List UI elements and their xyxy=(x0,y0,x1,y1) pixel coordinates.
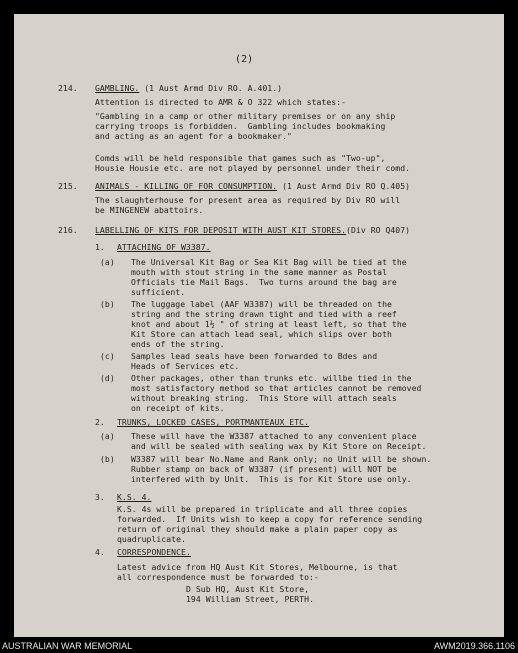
item-1b-line: string and the string drawn tight and tied with a reef xyxy=(131,309,397,319)
para-214-ref: (1 Aust Armd Div RO. A.401.) xyxy=(139,83,283,93)
item-2b-line: interfered with by Unit. This is for Kit Store use only. xyxy=(131,474,412,484)
sub-3-number: 3. xyxy=(95,492,105,502)
item-1a-line: Officials tie Mail Bags. Two turns around the bag are xyxy=(131,277,397,287)
item-2a-line: These will have the W3387 attached to any convenient place xyxy=(131,431,417,441)
item-1b-line: knot and about 1½ " of string at least left, so that the xyxy=(131,319,407,329)
para-216-title xyxy=(95,225,410,235)
address-line: 194 William Street, PERTH. xyxy=(186,594,314,604)
sub-4-heading: CORRESPONDENCE. xyxy=(117,547,191,557)
para-214-intro: Attention is directed to AMR & O 322 which states:- xyxy=(95,97,347,107)
sub-3-heading: K.S. 4. xyxy=(117,492,152,502)
para-215-number: 215. xyxy=(58,181,78,191)
para-215-body-line: The slaughterhouse for present area as required by Div RO will xyxy=(95,195,401,205)
para-215-title xyxy=(95,181,410,191)
sub-3-line: return of original they should make a plain paper copy as xyxy=(117,524,398,534)
item-2b-line: W3387 will bear No.Name and Rank only; no Unit will be shown. xyxy=(131,454,432,464)
item-1b-line: ends of the string. xyxy=(131,339,225,349)
item-1c-line: Samples lead seals have been forwarded to Bdes and xyxy=(131,351,378,361)
para-214-number: 214. xyxy=(58,83,78,93)
sub-2-number: 2. xyxy=(95,417,105,427)
footer-credit: AUSTRALIAN WAR MEMORIAL xyxy=(2,641,133,651)
para-216-heading: LABELLING OF KITS FOR DEPOSIT WITH AUST KIT STORES. xyxy=(95,225,347,235)
para-214-quote-line: and acting as an agent for a bookmaker." xyxy=(95,131,292,141)
sub-4-line: all correspondence must be forwarded to:- xyxy=(117,572,319,582)
para-214-body-line: Comds will be held responsible that games such as "Two-up", xyxy=(95,153,386,163)
document-page xyxy=(14,14,504,637)
item-2b-letter: (b) xyxy=(100,454,115,464)
item-1d-line: without breaking string. This Store will attach seals xyxy=(131,393,397,403)
para-214-quote-line: carrying troops is forbidden. Gambling includes bookmaking xyxy=(95,121,386,131)
item-1d-line: Other packages, other than trunks etc. willbe tied in the xyxy=(131,373,412,383)
item-1d-line: most satisfactory method so that articles cannot be removed xyxy=(131,383,422,393)
item-2b-line: Rubber stamp on back of W3387 (if present) will NOT be xyxy=(131,464,397,474)
item-1a-line: The Universal Kit Bag or Sea Kit Bag will be tied at the xyxy=(131,257,407,267)
item-1a-line: sufficient. xyxy=(131,287,186,297)
para-214-quote-line: "Gambling in a camp or other military premises or on any ship xyxy=(95,111,396,121)
item-1c-letter: (c) xyxy=(100,351,115,361)
footer-accession-number: AWM2019.366.1106 xyxy=(433,641,515,651)
sub-2-heading: TRUNKS, LOCKED CASES, PORTMANTEAUX ETC. xyxy=(117,417,309,427)
sub-3-line: quadruplicate. xyxy=(117,534,186,544)
item-1b-line: Kit Store can attach lead seal, which slips over both xyxy=(131,329,392,339)
item-1b-letter: (b) xyxy=(100,299,115,309)
para-214-body-line: Housie Housie etc. are not played by personnel under their comd. xyxy=(95,163,411,173)
item-2a-line: and will be sealed with sealing wax by Kit Store on Receipt. xyxy=(131,441,427,451)
address-line: D Sub HQ, Aust Kit Store, xyxy=(186,584,310,594)
item-1d-line: on receipt of kits. xyxy=(131,403,225,413)
para-215-heading: ANIMALS - KILLING OF FOR CONSUMPTION. xyxy=(95,181,278,191)
para-214-heading: GAMBLING. xyxy=(95,83,140,93)
para-214-title xyxy=(95,83,282,93)
item-1b-line: The luggage label (AAF W3387) will be threaded on the xyxy=(131,299,392,309)
item-1d-letter: (d) xyxy=(100,373,115,383)
sub-1-heading: ATTACHING OF W3387. xyxy=(117,242,211,252)
page-number: (2) xyxy=(235,54,254,65)
para-215-ref: (1 Aust Armd Div RO Q.405) xyxy=(277,181,411,191)
item-1c-line: Heads of Services etc. xyxy=(131,361,240,371)
para-216-number: 216. xyxy=(58,225,78,235)
para-216-ref: (Div RO Q407) xyxy=(346,225,411,235)
item-2a-letter: (a) xyxy=(100,431,115,441)
para-215-body-line: be MINGENEW abattoirs. xyxy=(95,205,204,215)
item-1a-line: mouth with stout string in the same manner as Postal xyxy=(131,267,387,277)
item-1a-letter: (a) xyxy=(100,257,115,267)
sub-1-number: 1. xyxy=(95,242,105,252)
sub-4-line: Latest advice from HQ Aust Kit Stores, Melbourne, is that xyxy=(117,562,398,572)
sub-4-number: 4. xyxy=(95,547,105,557)
sub-3-line: K.S. 4s will be prepared in triplicate and all three copies xyxy=(117,504,408,514)
sub-3-line: forwarded. If Units wish to keep a copy for reference sending xyxy=(117,514,423,524)
